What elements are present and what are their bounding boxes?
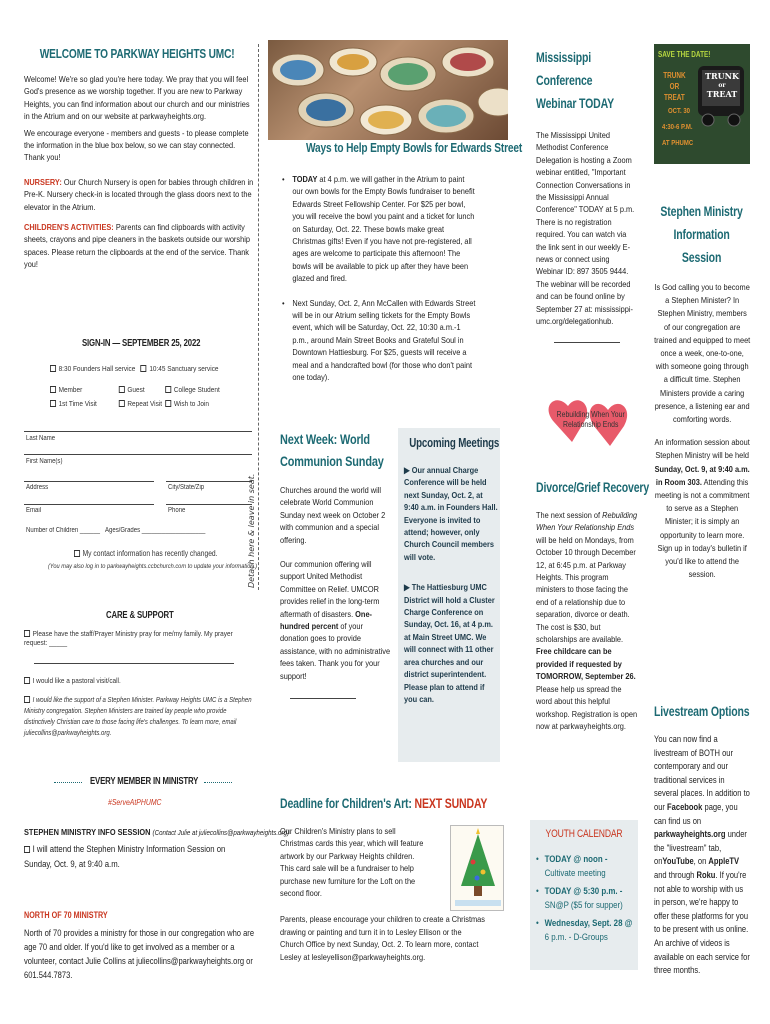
christmas-section (280, 796, 520, 963)
youth-item-2: • TODAY @ 5:30 p.m. - SN@P ($5 for supper) (536, 886, 623, 910)
mississippi-title: Mississippi Conference Webinar TODAY (536, 50, 614, 111)
mississippi-divider (554, 342, 620, 343)
stephen-title: Stephen Ministry Information Session (660, 204, 743, 265)
trunk-date: OCT. 30 (668, 106, 691, 115)
care-section (24, 610, 256, 739)
meetings-title: Upcoming Meetings (409, 436, 500, 450)
meetings-box (398, 428, 500, 762)
address-label: Address (26, 484, 49, 491)
north70-section (24, 910, 256, 982)
phone-line[interactable] (166, 504, 252, 505)
children-text: Parents can find clipboards with activity sheets, crayons and pipe cleaners in the baskets outside our worship spaces. Please return the clipboards at the end of the service. Thank you! (24, 222, 250, 270)
empty-bowls-list (282, 173, 518, 384)
checkbox-college[interactable] (165, 386, 171, 393)
care-item-prayer: Please have the staff/Prayer Ministry pray for me/my family. My prayer request: _____ (24, 629, 233, 647)
bowls-photo (268, 40, 508, 140)
bullet: • (282, 297, 285, 308)
detach-line (258, 44, 259, 590)
child-art-image (450, 825, 504, 911)
arrow-right-icon: ▶ (404, 465, 412, 475)
bullet: • (282, 174, 285, 184)
empty-bowls-item-1: • TODAY at 4 p.m. we will gather in the Atrium to paint our own bowls for the Empty Bowls fundraiser to benefit Edwards Street Fellowship Center. For $25 per bowl, you will receive the bowl you paint and a ticket for lunch on Saturday, Oct. 22. These bowls make great Christmas gifts! Even if you have not pre-registered, all ages are welcome to participate this afternoon! The bowls will be available to pick up after they have been glazed and fired. (282, 174, 475, 284)
nursery-paragraph (24, 176, 254, 213)
meeting-item-2: ▶ The Hattiesburg UMC District will hold a Cluster Charge Conference on Sunday, Oct. 16, at 4 p.m. at Main Street UMC. We will connect with 11 other area churches and our district superintendent. Please plan to attend if you can. (404, 582, 495, 704)
email-label: Email (26, 507, 42, 514)
rebuilding-badge (546, 392, 636, 454)
service-options: 8:30 Founders Hall service 10:45 Sanctuary service (50, 364, 219, 373)
communion-divider (290, 698, 356, 699)
last-name-label: Last Name (26, 435, 56, 442)
divorce-title: Divorce/Grief Recovery (536, 480, 650, 495)
mississippi-text: The Mississippi United Methodist Conference Delegation is hosting a Zoom webinar entitled, "Important Connection Conversations in the Mississippi Annual Conference" TODAY at 5 p.m. There is no registration required. You can watch via the link sent in our weekly E-news or connect using Webinar ID: 897 3505 9444. The webinar will be recorded and can be found online by September 27 at: mississippi-umc.org/delegationhub. (536, 130, 635, 327)
address-line[interactable] (24, 481, 154, 482)
youth-item-3: • Wednesday, Sept. 28 @ 6 p.m. - D-Groups (536, 918, 633, 942)
christmas-content (280, 825, 520, 963)
trunk-place: AT PHUMC (662, 138, 694, 147)
checkbox-guest[interactable] (119, 386, 125, 393)
prayer-request-line[interactable] (34, 663, 234, 664)
stephen-info-heading: STEPHEN MINISTRY INFO SESSION (Contact Julie at juliecollins@parkwayheights.org) (24, 827, 290, 837)
empty-bowls-title: Ways to Help Empty Bowls for Edwards Street (306, 140, 523, 155)
checkbox-stephen-minister[interactable] (24, 696, 30, 703)
checkbox-first-visit[interactable] (50, 400, 56, 407)
trunk-save-date: SAVE THE DATE! (658, 50, 711, 59)
trunk-time: 4:30-6 P.M. (662, 122, 693, 131)
mississippi-section (536, 46, 636, 343)
welcome-paragraph-1: Welcome! We're so glad you're here today. We pray that you will feel God's presence as we worship together. If you are new to Parkway Heights, you can find information about our church and our ministries in the Atrium and on our website at parkwayheights.org. (24, 74, 250, 122)
detach-label: Detach here & leave in seat. (247, 473, 256, 588)
youth-calendar-title: YOUTH CALENDAR (545, 828, 623, 840)
email-line[interactable] (24, 504, 154, 505)
communion-paragraph-1: Churches around the world will celebrate World Communion Sunday next week on October 2 with communion and a special offering. (280, 485, 386, 545)
ornament-right (204, 782, 232, 783)
nursery-text: Our Church Nursery is open for babies through children in Pre-K. Nursery check-in is located through the glass doors next to the elevator in the Atrium. (24, 176, 254, 212)
care-item-visit: I would like a pastoral visit/call. (24, 676, 224, 685)
checkbox-wish-to-join[interactable] (165, 400, 171, 407)
trunk-or-treat-ad (654, 44, 750, 164)
ornament-left (54, 782, 82, 783)
bullet: • (536, 918, 539, 928)
checkbox-member[interactable] (50, 386, 56, 393)
checkbox-stephen-session[interactable] (24, 846, 30, 853)
rebuilding-badge-text: Rebuilding When Your Relationship Ends (556, 410, 625, 429)
city-line[interactable] (166, 481, 252, 482)
bowls-illustration (268, 40, 508, 140)
children-paragraph (24, 221, 254, 271)
youth-item-1: • TODAY @ noon - Cultivate meeting (536, 854, 608, 878)
contact-changed: My contact information has recently changed. (74, 549, 218, 558)
city-label: City/State/Zip (168, 484, 205, 491)
communion-section (280, 428, 395, 699)
divorce-section (536, 480, 648, 732)
christmas-paragraph-2: Parents, please encourage your children to create a Christmas drawing or painting and turn it in to Lesley Ellison or the Church Office by next Sunday, Oct. 2. To learn more, contact Lesley at lesleyellison@parkwayheights.org. (280, 914, 486, 962)
christmas-tree-drawing (451, 826, 505, 912)
care-title: CARE & SUPPORT (106, 610, 174, 621)
stephen-info-item: I will attend the Stephen Ministry Information Session on Sunday, Oct. 9, at 9:40 a.m. (24, 844, 226, 869)
welcome-title: WELCOME TO PARKWAY HEIGHTS UMC! (39, 46, 235, 61)
meeting-item-1: ▶ Our annual Charge Conference will be held next Sunday, Oct. 2, at 9:40 a.m. in Founders Hall. Everyone is invited to attend; however, only Church Council members will vote. (404, 465, 498, 562)
hashtag: #ServeAtPHUMC (108, 798, 162, 807)
checkbox-contact-changed[interactable] (74, 550, 80, 557)
divorce-text: The next session of Rebuilding When Your Relationship Ends will be held on Mondays, from October 10 through December 12, at 6:45 p.m. at Parkway Heights. This program ministers to those facing the end of a relationship due to separation, divorce or death. The cost is $30, but scholarships are available. Free childcare can be provided if requested by TOMORROW, September 26. Please help us spread the word about this helpful workshop. Registration is open now at parkwayheights.org. (536, 510, 638, 731)
checkbox-1045-service[interactable] (141, 365, 147, 372)
bullet: • (536, 854, 539, 864)
children-label: CHILDREN'S ACTIVITIES: (24, 222, 114, 233)
signin-title: SIGN-IN — SEPTEMBER 25, 2022 (82, 338, 201, 349)
every-member-title: EVERY MEMBER IN MINISTRY (90, 776, 199, 787)
member-options: Member Guest College Student 1st Time Visit Repeat Visit Wish to Join (50, 383, 220, 411)
trunk-sign: TRUNK or TREAT (705, 71, 739, 99)
website-link[interactable]: parkwayheights.org (654, 829, 726, 840)
welcome-paragraph-2: We encourage everyone - members and guests - to please complete the information in the blue box below, so we can stay connected. Thank you! (24, 127, 249, 163)
stephen-paragraph-2: An information session about Stephen Ministry will be held Sunday, Oct. 9, at 9:40 a.m. in Room 303. Attending this meeting is not a commitment to serve as a Stephen Minister; it is simply an opportunity to learn more. Sign up in today's bulletin if you'd like to attend the session. (654, 437, 750, 580)
checkbox-prayer[interactable] (24, 630, 30, 637)
stephen-section (654, 200, 750, 581)
livestream-text: You can now find a livestream of BOTH our contemporary and our traditional services in several places. In addition to our Facebook page, you can find us on parkwayheights.org under the "livestream" tab, onYouTube, on AppleTV and through Roku. If you're not able to worship with us in person, we're happy to offer these platforms for you to be present with us online. An archive of videos is available on each service for three months. (654, 734, 750, 976)
communion-paragraph-2: Our communion offering will support United Methodist Committee on Relief. UMCOR provides relief in the long-term aftermath of disasters. One-hundred percent of your donation goes to provide assistance, with no administrative fees taken. Thank you for your support! (280, 559, 391, 681)
communion-title: Next Week: World Communion Sunday (280, 431, 384, 469)
contact-note: (You may also log in to parkwayheights.ccbchurch.com to update your information.) (48, 563, 257, 570)
first-name-line[interactable] (24, 454, 252, 455)
empty-bowls-item-2: • Next Sunday, Oct. 2, Ann McCallen with Edwards Street will be in our Atrium selling tickets for the Empty Bowls event, which will be Saturday, Oct. 22, 10:30 a.m.-1 p.m., around Main Street Books and Grateful Soul in Downtown Hattiesburg. For $25, guests will receive a meal and a handcrafted bowl (for those who don't paint one today). (282, 297, 476, 383)
bullet: • (536, 886, 539, 896)
checkbox-repeat-visit[interactable] (119, 400, 125, 407)
checkbox-830-service[interactable] (50, 365, 56, 372)
children-count: Number of Children ______ Ages/Grades ___________________ (26, 527, 206, 534)
nursery-label: NURSERY: (24, 176, 62, 187)
trunk-heading: TRUNK OR TREAT (663, 71, 686, 102)
livestream-section (654, 704, 750, 978)
christmas-title: Deadline for Children's Art: NEXT SUNDAY (280, 796, 488, 811)
checkbox-pastoral-visit[interactable] (24, 677, 30, 684)
arrow-right-icon: ▶ (404, 582, 412, 593)
livestream-title: Livestream Options (654, 704, 750, 719)
first-name-label: First Name(s) (26, 458, 63, 465)
christmas-paragraph-1: Our Children's Ministry plans to sell Christmas cards this year, which will feature artwork by our Parkway Heights children. This card sale will be a fundraiser to help purchase new furniture for the Loft on the second floor. (280, 826, 424, 899)
care-item-stephen: I would like the support of a Stephen Minister. Parkway Heights UMC is a Stephen Ministry congregation. Stephen Ministers are trained lay people who provide distinctively Christian care to those facing life's challenges. To learn more, email juliecollins@parkwayheights.org. (24, 697, 252, 737)
last-name-line[interactable] (24, 431, 252, 432)
welcome-section (24, 46, 256, 270)
stephen-paragraph-1: Is God calling you to become a Stephen Minister? In Stephen Ministry, members of our congregation are trained and equipped to meet once a week, one-to-one, with someone going through a difficult time. Stephen Ministers provide a caring presence, a listening ear and comforting words. (654, 282, 751, 425)
signin-form (24, 338, 257, 586)
north70-title: NORTH OF 70 MINISTRY (24, 910, 108, 920)
youth-calendar-box (530, 820, 638, 970)
phone-label: Phone (168, 507, 186, 514)
north70-text: North of 70 provides a ministry for those in our congregation who are age 70 and older. If you'd like to get involved as a member or a volunteer, contact Julie Collins at juliecollins@parkwayheights.org or 601.544.7873. (24, 928, 255, 980)
